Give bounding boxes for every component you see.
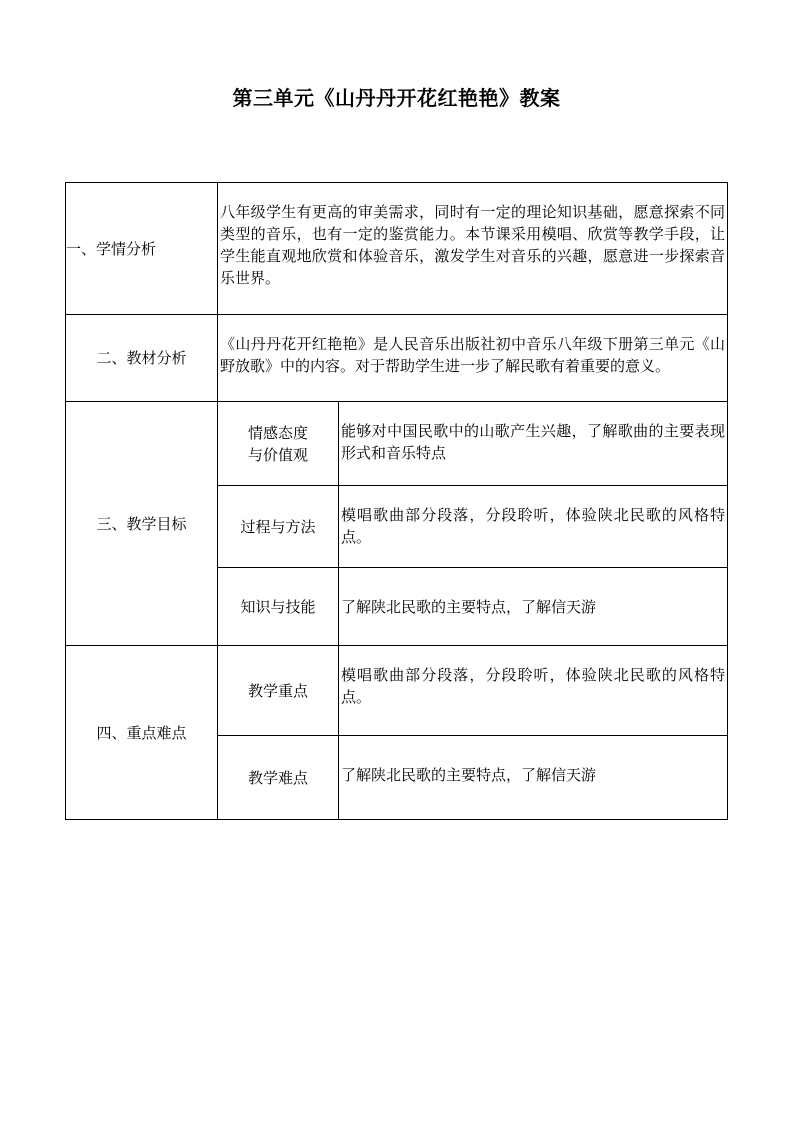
sub-label-emotion-values-line2: 与价值观 — [247, 445, 308, 464]
goal-content-knowledge-skills: 了解陕北民歌的主要特点，了解信天游 — [339, 568, 728, 646]
sub-label-key-point: 教学重点 — [218, 646, 339, 736]
sub-label-emotion-values-line1: 情感态度 — [247, 423, 308, 442]
document-title: 第三单元《山丹丹开花红艳艳》教案 — [232, 86, 561, 110]
table-row-teaching-goal-emotion — [66, 402, 728, 486]
table-row-key-point — [66, 646, 728, 736]
section-label-material-analysis: 二、教材分析 — [66, 315, 218, 402]
section-content-student-analysis: 八年级学生有更高的审美需求，同时有一定的理论知识基础，愿意探索不同类型的音乐，也有一定的鉴赏能力。本节课采用模唱、欣赏等教学手段，让学生能直观地欣赏和体验音乐，激发学生对音乐的兴趣，愿意进一步探索音乐世界。 — [218, 183, 728, 315]
sub-label-emotion-values — [218, 402, 339, 486]
lesson-plan-table — [65, 182, 728, 820]
sub-label-knowledge-skills: 知识与技能 — [218, 568, 339, 646]
table-row-material-analysis — [66, 315, 728, 402]
section-label-key-difficult-points: 四、重点难点 — [66, 646, 218, 820]
section-label-teaching-goals: 三、教学目标 — [66, 402, 218, 646]
goal-content-process-methods: 模唱歌曲部分段落，分段聆听，体验陕北民歌的风格特点。 — [339, 486, 728, 568]
sub-label-difficult-point: 教学难点 — [218, 736, 339, 820]
goal-content-emotion-values: 能够对中国民歌中的山歌产生兴趣，了解歌曲的主要表现形式和音乐特点 — [339, 402, 728, 486]
key-point-content: 模唱歌曲部分段落，分段聆听，体验陕北民歌的风格特点。 — [339, 646, 728, 736]
section-content-material-analysis: 《山丹丹花开红艳艳》是人民音乐出版社初中音乐八年级下册第三单元《山野放歌》中的内容。对于帮助学生进一步了解民歌有着重要的意义。 — [218, 315, 728, 402]
difficult-point-content: 了解陕北民歌的主要特点，了解信天游 — [339, 736, 728, 820]
section-label-student-analysis: 一、学情分析 — [66, 183, 218, 315]
sub-label-process-methods: 过程与方法 — [218, 486, 339, 568]
table-row-student-analysis — [66, 183, 728, 315]
